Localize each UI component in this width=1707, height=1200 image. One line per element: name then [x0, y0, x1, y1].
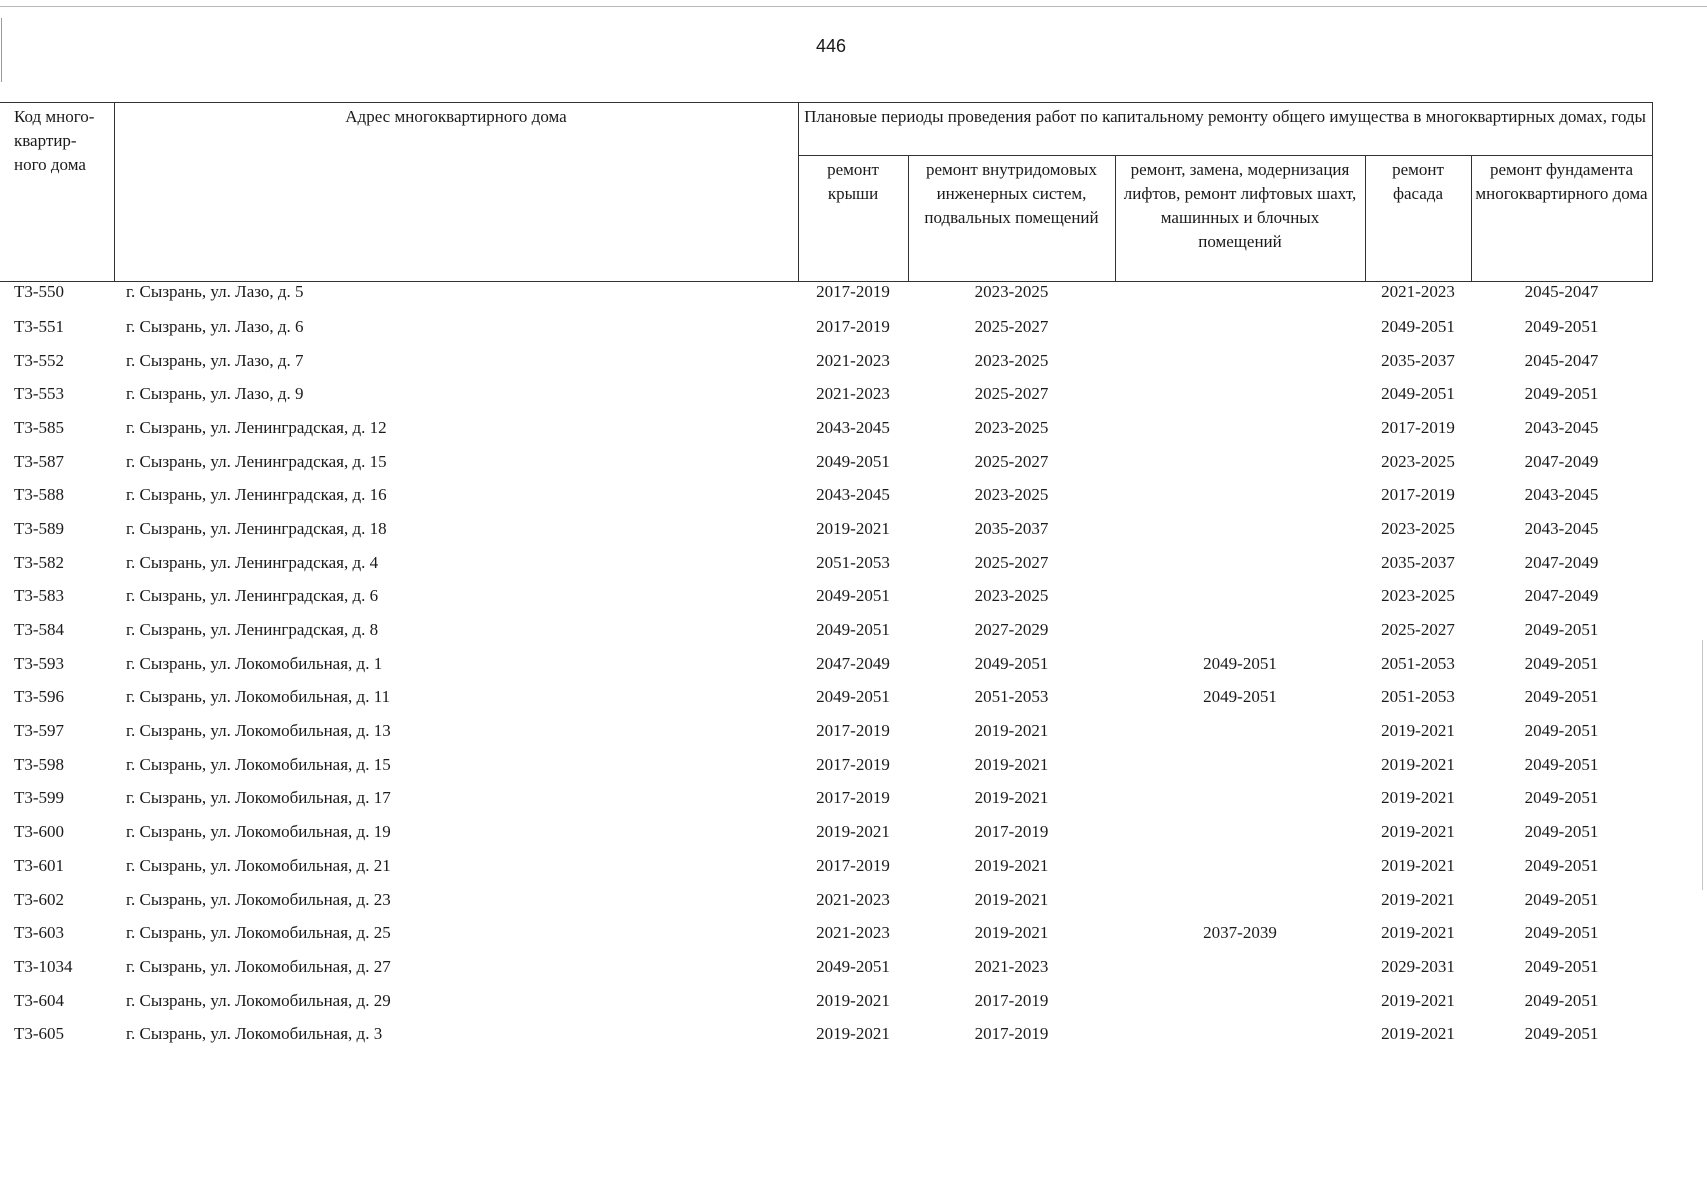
cell-code: Т3-582	[14, 552, 65, 572]
cell-code: Т3-604	[14, 990, 65, 1010]
cell-roof: 2043-2045	[816, 485, 890, 505]
cell-engineering: 2023-2025	[974, 586, 1049, 606]
cell-engineering: 2017-2019	[974, 990, 1049, 1010]
cell-engineering: 2019-2021	[974, 889, 1049, 909]
cell-lifts	[1115, 950, 1365, 984]
cell-engineering: 2025-2027	[974, 316, 1049, 336]
cell-engineering: 2019-2021	[974, 721, 1049, 741]
cell-lifts: 2037-2039	[1203, 923, 1277, 943]
cell-roof: 2021-2023	[816, 923, 890, 943]
cell-lifts	[1115, 411, 1365, 445]
cell-facade: 2021-2023	[1381, 282, 1455, 301]
cell-roof: 2051-2053	[816, 552, 890, 572]
cell-foundation: 2049-2051	[1524, 384, 1599, 404]
cell-roof: 2049-2051	[816, 956, 890, 976]
cell-facade: 2019-2021	[1381, 855, 1455, 875]
cell-roof: 2047-2049	[816, 653, 890, 673]
cell-address: г. Сызрань, ул. Локомобильная, д. 11	[126, 687, 391, 707]
cell-address: г. Сызрань, ул. Лазо, д. 6	[126, 316, 304, 336]
table-row	[0, 613, 1652, 647]
table-row	[0, 984, 1652, 1018]
table-row	[0, 546, 1652, 580]
cell-roof: 2049-2051	[816, 451, 890, 471]
cell-lifts	[1115, 445, 1365, 479]
cell-lifts: 2049-2051	[1203, 653, 1277, 673]
cell-roof: 2019-2021	[816, 822, 890, 842]
cell-engineering: 2025-2027	[974, 384, 1049, 404]
cell-roof: 2017-2019	[816, 754, 890, 774]
cell-code: Т3-600	[14, 822, 65, 842]
cell-roof: 2017-2019	[816, 316, 890, 336]
cell-lifts	[1115, 815, 1365, 849]
cell-roof: 2017-2019	[816, 282, 890, 301]
cell-code: Т3-603	[14, 923, 65, 943]
header-address: Адрес многоквартирного дома	[114, 103, 798, 282]
scan-edge-left	[1, 18, 2, 82]
cell-code: Т3-597	[14, 721, 65, 741]
cell-lifts: 2049-2051	[1203, 687, 1277, 707]
cell-facade: 2051-2053	[1381, 653, 1455, 673]
table-row	[0, 377, 1652, 411]
cell-code: Т3-599	[14, 788, 65, 808]
cell-roof: 2021-2023	[816, 889, 890, 909]
cell-foundation: 2049-2051	[1524, 889, 1599, 909]
cell-lifts	[1115, 782, 1365, 816]
header-foundation: ремонт фундамента многоквартирного дома	[1471, 156, 1652, 282]
cell-address: г. Сызрань, ул. Лазо, д. 5	[126, 282, 304, 301]
cell-facade: 2035-2037	[1381, 552, 1455, 572]
cell-roof: 2017-2019	[816, 855, 890, 875]
cell-engineering: 2023-2025	[974, 350, 1049, 370]
cell-lifts	[1115, 883, 1365, 917]
table-row	[0, 310, 1652, 344]
cell-code: Т3-583	[14, 586, 65, 606]
cell-code: Т3-552	[14, 350, 65, 370]
cell-foundation: 2047-2049	[1524, 552, 1599, 572]
cell-facade: 2023-2025	[1381, 518, 1455, 538]
cell-address: г. Сызрань, ул. Локомобильная, д. 29	[126, 990, 391, 1010]
cell-engineering: 2023-2025	[974, 417, 1049, 437]
header-facade: ремонт фасада	[1365, 156, 1471, 282]
cell-facade: 2017-2019	[1381, 417, 1455, 437]
repair-schedule-table	[0, 102, 1653, 1051]
cell-lifts	[1115, 377, 1365, 411]
cell-facade: 2035-2037	[1381, 350, 1455, 370]
cell-foundation: 2047-2049	[1524, 451, 1599, 471]
table-row	[0, 916, 1652, 950]
cell-address: г. Сызрань, ул. Ленинградская, д. 18	[126, 518, 387, 538]
cell-engineering: 2049-2051	[974, 653, 1049, 673]
header-roof: ремонт крыши	[798, 156, 908, 282]
cell-lifts	[1115, 984, 1365, 1018]
cell-address: г. Сызрань, ул. Ленинградская, д. 12	[126, 417, 387, 437]
cell-code: Т3-602	[14, 889, 65, 909]
cell-foundation: 2049-2051	[1524, 653, 1599, 673]
cell-foundation: 2049-2051	[1524, 687, 1599, 707]
cell-engineering: 2019-2021	[974, 754, 1049, 774]
cell-foundation: 2049-2051	[1524, 855, 1599, 875]
cell-code: Т3-601	[14, 855, 65, 875]
cell-foundation: 2043-2045	[1524, 518, 1599, 538]
cell-facade: 2019-2021	[1381, 754, 1455, 774]
table-row	[0, 1017, 1652, 1051]
cell-engineering: 2051-2053	[974, 687, 1049, 707]
cell-engineering: 2021-2023	[974, 956, 1049, 976]
header-row-1	[0, 103, 1652, 156]
cell-facade: 2019-2021	[1381, 721, 1455, 741]
cell-address: г. Сызрань, ул. Ленинградская, д. 8	[126, 620, 379, 640]
cell-lifts	[1115, 1017, 1365, 1051]
cell-facade: 2023-2025	[1381, 586, 1455, 606]
cell-lifts	[1115, 512, 1365, 546]
cell-facade: 2049-2051	[1381, 316, 1455, 336]
cell-code: Т3-587	[14, 451, 65, 471]
cell-address: г. Сызрань, ул. Локомобильная, д. 19	[126, 822, 391, 842]
header-periods: Плановые периоды проведения работ по капитальному ремонту общего имущества в многоквартирных домах, годы	[798, 103, 1652, 156]
cell-foundation: 2049-2051	[1524, 754, 1599, 774]
cell-facade: 2025-2027	[1381, 620, 1455, 640]
cell-lifts	[1115, 310, 1365, 344]
cell-engineering: 2027-2029	[974, 620, 1049, 640]
cell-address: г. Сызрань, ул. Лазо, д. 7	[126, 350, 304, 370]
cell-lifts	[1115, 613, 1365, 647]
cell-engineering: 2023-2025	[974, 485, 1049, 505]
cell-facade: 2019-2021	[1381, 889, 1455, 909]
cell-code: Т3-589	[14, 518, 65, 538]
cell-lifts	[1115, 748, 1365, 782]
cell-code: Т3-551	[14, 316, 65, 336]
cell-engineering: 2017-2019	[974, 1024, 1049, 1044]
cell-foundation: 2043-2045	[1524, 485, 1599, 505]
cell-engineering: 2025-2027	[974, 451, 1049, 471]
table-row	[0, 647, 1652, 681]
cell-lifts	[1115, 580, 1365, 614]
cell-code: Т3-593	[14, 653, 65, 673]
cell-roof: 2017-2019	[816, 788, 890, 808]
cell-roof: 2019-2021	[816, 518, 890, 538]
cell-roof: 2049-2051	[816, 687, 890, 707]
header-lifts: ремонт, замена, модернизация лифтов, ремонт лифтовых шахт, машинных и блочных помещений	[1115, 156, 1365, 282]
cell-code: Т3-550	[14, 282, 65, 301]
cell-lifts	[1115, 714, 1365, 748]
cell-address: г. Сызрань, ул. Локомобильная, д. 21	[126, 855, 391, 875]
cell-address: г. Сызрань, ул. Локомобильная, д. 1	[126, 653, 383, 673]
cell-engineering: 2019-2021	[974, 788, 1049, 808]
cell-engineering: 2025-2027	[974, 552, 1049, 572]
table-row	[0, 411, 1652, 445]
cell-foundation: 2045-2047	[1524, 350, 1599, 370]
cell-foundation: 2049-2051	[1524, 1024, 1599, 1044]
cell-code: Т3-1034	[14, 956, 73, 976]
cell-foundation: 2049-2051	[1524, 990, 1599, 1010]
cell-address: г. Сызрань, ул. Локомобильная, д. 17	[126, 788, 391, 808]
cell-foundation: 2049-2051	[1524, 788, 1599, 808]
table-row	[0, 950, 1652, 984]
cell-foundation: 2047-2049	[1524, 586, 1599, 606]
table-row	[0, 883, 1652, 917]
cell-engineering: 2019-2021	[974, 855, 1049, 875]
cell-facade: 2023-2025	[1381, 451, 1455, 471]
cell-address: г. Сызрань, ул. Локомобильная, д. 23	[126, 889, 391, 909]
header-engineering: ремонт внутридомовых инженерных систем, подвальных помещений	[908, 156, 1115, 282]
cell-lifts	[1115, 849, 1365, 883]
cell-foundation: 2045-2047	[1524, 282, 1599, 301]
cell-address: г. Сызрань, ул. Локомобильная, д. 27	[126, 956, 391, 976]
table-row	[0, 782, 1652, 816]
cell-facade: 2019-2021	[1381, 923, 1455, 943]
table-row	[0, 580, 1652, 614]
cell-code: Т3-585	[14, 417, 65, 437]
table-row	[0, 478, 1652, 512]
cell-foundation: 2049-2051	[1524, 956, 1599, 976]
cell-facade: 2051-2053	[1381, 687, 1455, 707]
cell-roof: 2021-2023	[816, 384, 890, 404]
cell-engineering: 2023-2025	[974, 282, 1049, 301]
cell-lifts	[1115, 282, 1365, 311]
cell-foundation: 2049-2051	[1524, 923, 1599, 943]
cell-address: г. Сызрань, ул. Ленинградская, д. 15	[126, 451, 387, 471]
cell-foundation: 2043-2045	[1524, 417, 1599, 437]
cell-foundation: 2049-2051	[1524, 620, 1599, 640]
table-row	[0, 344, 1652, 378]
cell-address: г. Сызрань, ул. Локомобильная, д. 3	[126, 1024, 383, 1044]
cell-address: г. Сызрань, ул. Ленинградская, д. 16	[126, 485, 387, 505]
cell-address: г. Сызрань, ул. Локомобильная, д. 13	[126, 721, 391, 741]
cell-lifts	[1115, 344, 1365, 378]
cell-facade: 2029-2031	[1381, 956, 1455, 976]
cell-foundation: 2049-2051	[1524, 721, 1599, 741]
cell-address: г. Сызрань, ул. Ленинградская, д. 4	[126, 552, 379, 572]
cell-facade: 2019-2021	[1381, 822, 1455, 842]
cell-roof: 2017-2019	[816, 721, 890, 741]
cell-roof: 2021-2023	[816, 350, 890, 370]
table-row	[0, 714, 1652, 748]
cell-roof: 2019-2021	[816, 990, 890, 1010]
cell-lifts	[1115, 546, 1365, 580]
cell-code: Т3-596	[14, 687, 65, 707]
cell-engineering: 2019-2021	[974, 923, 1049, 943]
cell-facade: 2049-2051	[1381, 384, 1455, 404]
cell-roof: 2019-2021	[816, 1024, 890, 1044]
table-row	[0, 445, 1652, 479]
cell-address: г. Сызрань, ул. Локомобильная, д. 15	[126, 754, 391, 774]
cell-facade: 2019-2021	[1381, 788, 1455, 808]
cell-address: г. Сызрань, ул. Лазо, д. 9	[126, 384, 304, 404]
cell-foundation: 2049-2051	[1524, 316, 1599, 336]
table-row	[0, 748, 1652, 782]
cell-lifts	[1115, 478, 1365, 512]
page-number: 446	[815, 36, 847, 56]
table-body	[0, 282, 1652, 1052]
scan-edge-right	[1702, 640, 1703, 890]
cell-facade: 2019-2021	[1381, 990, 1455, 1010]
cell-roof: 2049-2051	[816, 586, 890, 606]
cell-facade: 2019-2021	[1381, 1024, 1455, 1044]
cell-address: г. Сызрань, ул. Локомобильная, д. 25	[126, 923, 391, 943]
cell-address: г. Сызрань, ул. Ленинградская, д. 6	[126, 586, 379, 606]
cell-roof: 2049-2051	[816, 620, 890, 640]
cell-code: Т3-598	[14, 754, 65, 774]
cell-engineering: 2017-2019	[974, 822, 1049, 842]
table-row	[0, 512, 1652, 546]
cell-roof: 2043-2045	[816, 417, 890, 437]
table-row	[0, 815, 1652, 849]
table-row	[0, 681, 1652, 715]
scan-edge-top	[0, 6, 1707, 7]
header-code: Код много- квартир- ного дома	[0, 103, 114, 282]
table-row	[0, 282, 1652, 311]
cell-code: Т3-553	[14, 384, 65, 404]
cell-foundation: 2049-2051	[1524, 822, 1599, 842]
cell-code: Т3-605	[14, 1024, 65, 1044]
cell-facade: 2017-2019	[1381, 485, 1455, 505]
cell-engineering: 2035-2037	[974, 518, 1049, 538]
table-row	[0, 849, 1652, 883]
cell-code: Т3-588	[14, 485, 65, 505]
cell-code: Т3-584	[14, 620, 65, 640]
